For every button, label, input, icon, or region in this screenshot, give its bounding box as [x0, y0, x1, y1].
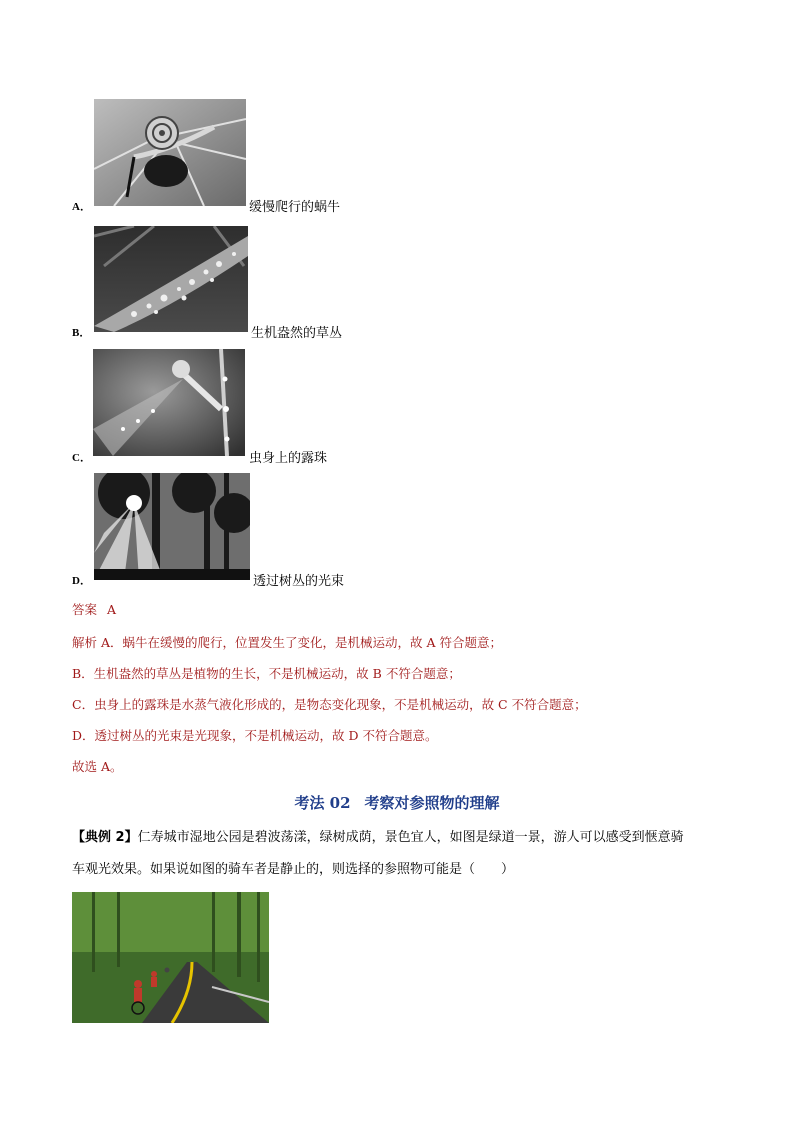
option-c-letter: C． [72, 452, 91, 464]
answer-value: A [107, 602, 117, 617]
forest-light-photo [94, 473, 250, 580]
analysis-line-3: C．虫身上的露珠是水蒸气液化形成的，是物态变化现象，不是机械运动，故 C 不符合题意； [72, 697, 587, 712]
example-text-1: 仁寿城市湿地公园是碧波荡漾，绿树成荫，景色宜人，如图是绿道一景，游人可以感受到惬意骑 [137, 830, 684, 845]
dragonfly-dew-photo [93, 349, 245, 456]
example-line-1 [72, 822, 732, 854]
answer-line [72, 600, 116, 618]
section-title: 考察对参照物的理解 [364, 794, 500, 812]
section-number: 考法 02 [294, 794, 351, 812]
option-b-letter: B． [72, 327, 91, 339]
option-b-caption: 生机盎然的草丛 [251, 326, 343, 341]
grass-dew-photo [94, 226, 248, 332]
option-a-letter: A． [72, 201, 91, 213]
option-c-caption: 虫身上的露珠 [249, 451, 328, 466]
analysis-line-5: 故选 A。 [72, 759, 123, 774]
analysis-line-2: B．生机盎然的草丛是植物的生长，不是机械运动，故 B 不符合题意； [72, 666, 461, 681]
example-text-2: 车观光效果。如果说如图的骑车者是静止的，则选择的参照物可能是（ ） [72, 862, 515, 877]
analysis-line-4: D．透过树丛的光束是光现象，不是机械运动，故 D 不符合题意。 [72, 728, 438, 743]
snail-photo [94, 99, 246, 206]
option-d-caption: 透过树丛的光束 [253, 574, 345, 589]
section-heading [0, 792, 794, 813]
option-d-letter: D． [72, 575, 91, 587]
option-a-caption: 缓慢爬行的蜗牛 [249, 200, 341, 215]
example-lead: 【典例 2】 [72, 830, 138, 845]
answer-label: 答案 [72, 602, 98, 617]
cyclists-greenway-photo [72, 892, 269, 1023]
analysis-line-1: 解析 A．蜗牛在缓慢的爬行，位置发生了变化，是机械运动，故 A 符合题意； [72, 635, 502, 650]
example-question [72, 822, 732, 886]
